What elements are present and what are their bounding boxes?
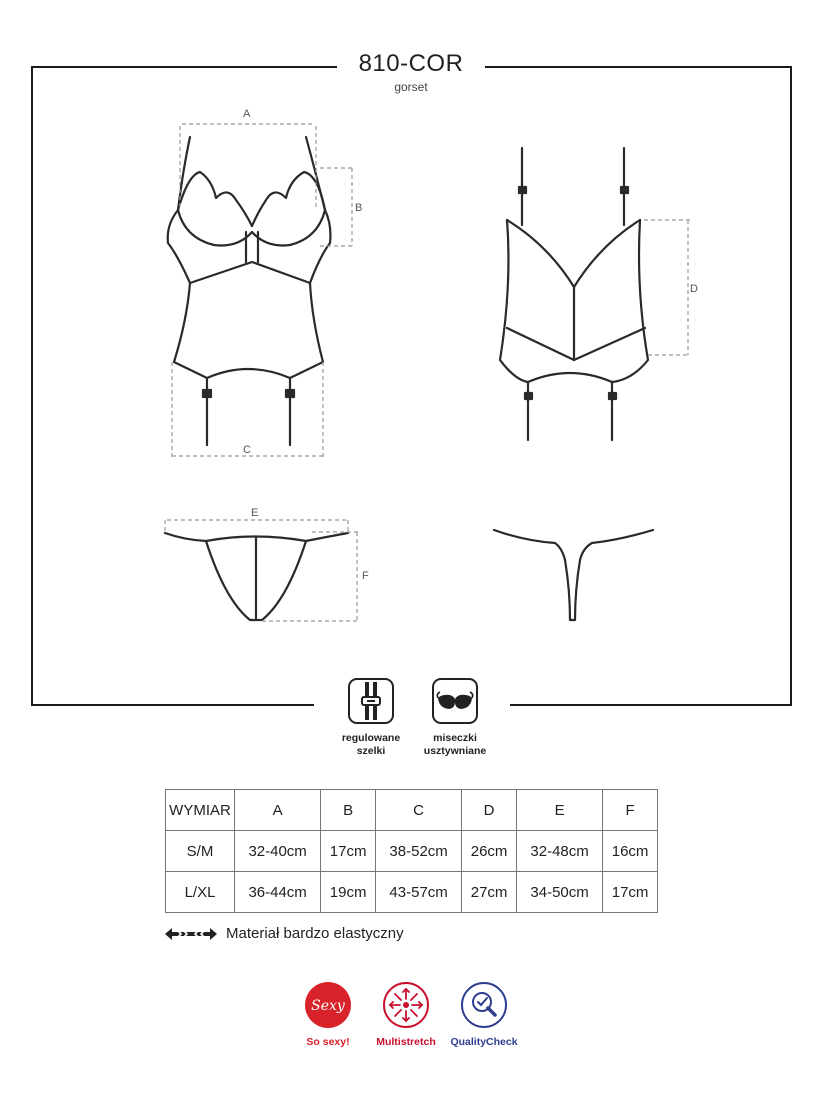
table-header-cell: WYMIAR [166, 790, 235, 831]
table-cell: S/M [166, 831, 235, 872]
table-cell: 17cm [321, 831, 376, 872]
badge-label: Multistretch [376, 1036, 436, 1048]
table-header-row [166, 790, 658, 831]
table-header-cell: C [375, 790, 461, 831]
feature-label: miseczki usztywniane [423, 732, 487, 757]
quality-check-icon [461, 982, 507, 1028]
dimension-label-d: D [690, 283, 698, 295]
table-cell: 36-44cm [235, 872, 321, 913]
table-cell: 38-52cm [375, 831, 461, 872]
table-cell: 26cm [462, 831, 517, 872]
table-header-cell: E [516, 790, 602, 831]
sexy-icon [305, 982, 351, 1028]
corset-front-drawing [168, 137, 331, 445]
table-cell: 19cm [321, 872, 376, 913]
page-subtitle: gorset [394, 80, 428, 94]
size-table [165, 789, 658, 913]
badge-label: QualityCheck [450, 1036, 518, 1048]
table-cell: 34-50cm [516, 872, 602, 913]
table-header-cell: F [603, 790, 658, 831]
corset-back-drawing [500, 148, 648, 440]
dimension-label-b: B [355, 202, 363, 214]
table-cell: 27cm [462, 872, 517, 913]
dimension-label-a: A [243, 108, 251, 120]
table-cell: 17cm [603, 872, 658, 913]
feature-adjustable-straps [326, 678, 416, 758]
material-note: Materiał bardzo elastyczny [226, 925, 404, 942]
feature-padded-cups [410, 678, 500, 758]
table-cell: 32-40cm [235, 831, 321, 872]
multistretch-icon [383, 982, 429, 1028]
padded-cups-icon [432, 678, 478, 724]
table-row [166, 872, 658, 913]
table-cell: 43-57cm [375, 872, 461, 913]
frame-bottom-left [31, 704, 314, 706]
thong-front-drawing [165, 533, 348, 620]
dimension-label-c: C [243, 444, 251, 456]
thong-back-drawing [494, 530, 653, 620]
table-header-cell: A [235, 790, 321, 831]
page-title: 810-COR [358, 50, 464, 77]
back-dimension-lines [644, 220, 690, 355]
table-cell: L/XL [166, 872, 235, 913]
table-cell: 32-48cm [516, 831, 602, 872]
badge-quality-check [429, 982, 539, 1048]
front-dimension-lines [172, 124, 354, 458]
table-cell: 16cm [603, 831, 658, 872]
table-header-cell: B [321, 790, 376, 831]
table-header-cell: D [462, 790, 517, 831]
stretch-arrows-icon [163, 927, 219, 941]
dimension-label-f: F [362, 570, 369, 582]
table-row [166, 831, 658, 872]
frame-bottom-right [510, 704, 792, 706]
badge-label: So sexy! [306, 1036, 350, 1048]
sexy-icon-text: Sexy [311, 998, 345, 1014]
feature-label: regulowane szelki [341, 732, 401, 757]
adjustable-straps-icon [348, 678, 394, 724]
dimension-label-e: E [251, 507, 259, 519]
